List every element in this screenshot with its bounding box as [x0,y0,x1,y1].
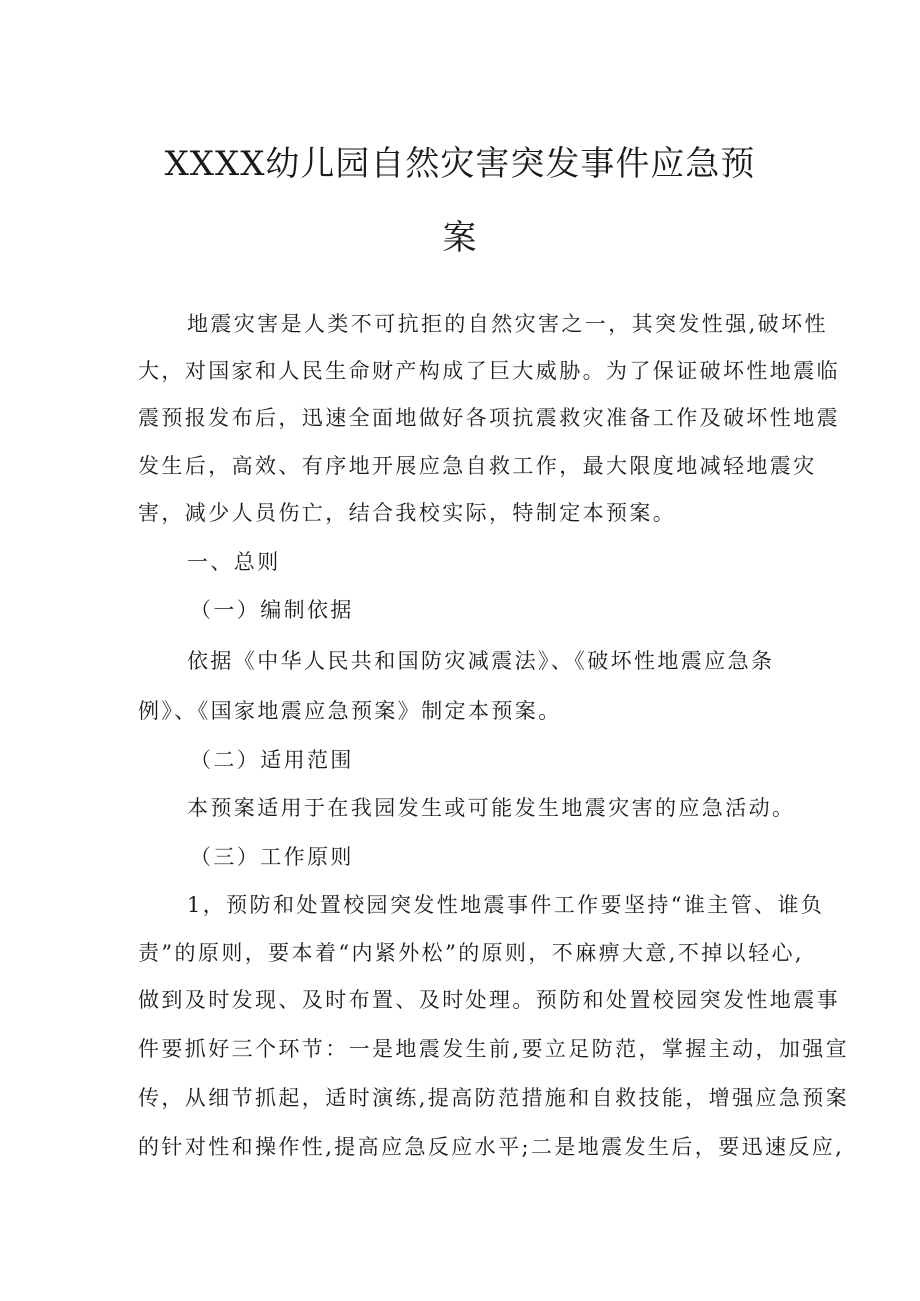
subsection-heading: （三）工作原则 [190,845,354,869]
principle-paragraph-line: 的针对性和操作性,提高应急反应水平;二是地震发生后，要迅速反应, [138,1135,845,1159]
section-heading: 一、总则 [187,550,281,574]
intro-paragraph-line: 发生后，高效、有序地开展应急自救工作，最大限度地减轻地震灾 [138,454,817,478]
scope-paragraph-line: 本预案适用于在我园发生或可能发生地震灾害的应急活动。 [187,796,796,820]
subsection-heading: （一）编制依据 [190,598,354,622]
principle-paragraph-line: 1，预防和处置校园突发性地震事件工作要坚持“谁主管、谁负 [187,893,825,917]
principle-paragraph-line: 传，从细节抓起，适时演练,提高防范措施和自救技能，增强应急预案 [138,1086,850,1110]
principle-paragraph-line: 件要抓好三个环节：一是地震发生前,要立足防范，掌握主动，加强宣 [138,1037,850,1061]
basis-paragraph-line: 例》、《国家地震应急预案》制定本预案。 [138,699,562,723]
intro-paragraph-line: 害，减少人员伤亡，结合我校实际，特制定本预案。 [138,501,677,525]
document-title-line-1: XXXX幼儿园自然灾害突发事件应急预 [164,144,756,184]
intro-paragraph-line: 震预报发布后，迅速全面地做好各项抗震救灾准备工作及破坏性地震 [138,406,840,430]
principle-paragraph-line: 做到及时发现、及时布置、及时处理。预防和处置校园突发性地震事 [138,988,840,1012]
subsection-heading: （二）适用范围 [190,748,354,772]
intro-paragraph-line: 大，对国家和人民生命财产构成了巨大威胁。为了保证破坏性地震临 [138,359,840,383]
basis-paragraph-line: 依据《中华人民共和国防灾减震法》、《破坏性地震应急条 [187,649,775,673]
principle-paragraph-line: 责”的原则，要本着“内紧外松”的原则，不麻痹大意,不掉以轻心, [138,941,804,965]
document-title-line-2: 案 [442,218,478,258]
intro-paragraph-line: 地震灾害是人类不可抗拒的自然灾害之一，其突发性强,破坏性 [187,312,828,336]
